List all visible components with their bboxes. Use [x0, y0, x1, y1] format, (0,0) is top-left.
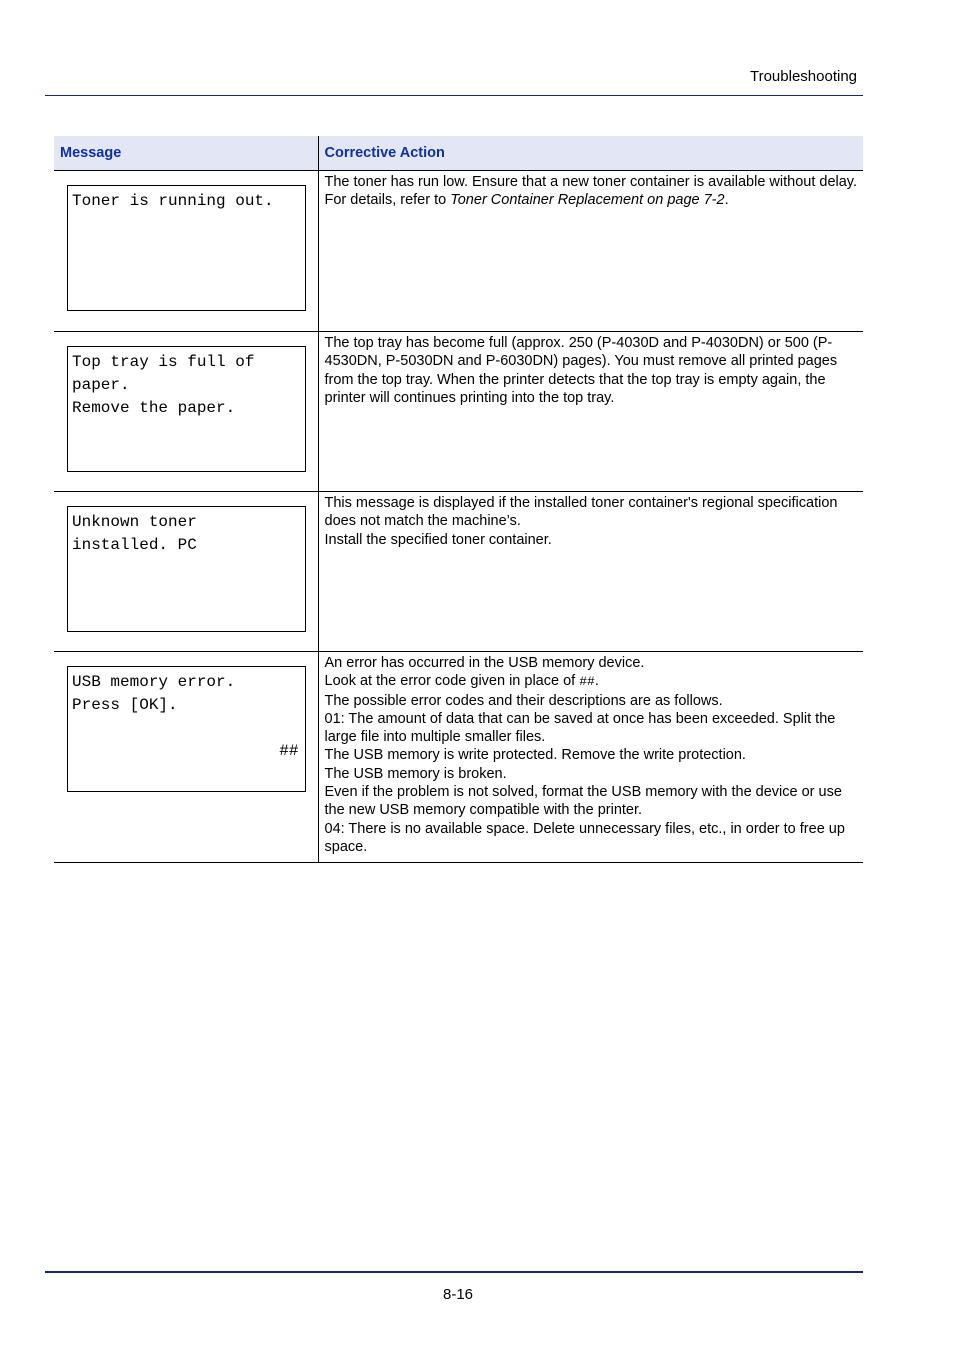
- action-text: The USB memory is broken.: [324, 765, 507, 782]
- table-row: [54, 171, 863, 332]
- action-text: 04: There is no available space. Delete unnecessary files, etc., in order to free up space.: [324, 820, 845, 855]
- lcd-message-display: [67, 506, 306, 632]
- table-row: [54, 332, 863, 492]
- action-text: An error has occurred in the USB memory device.: [324, 655, 645, 671]
- action-text: 01: The amount of data that can be saved at once has been exceeded. Split the large file into multiple smaller files.: [324, 710, 836, 746]
- table-header-row: [54, 136, 863, 171]
- table-row: [54, 492, 863, 652]
- action-text: This message is displayed if the installed toner container's regional specification does not match the machine’s.: [324, 495, 838, 530]
- action-text: The top tray has become full (approx. 250 (P-4030D and P-4030DN) or 500 (P-4530DN, P-5030DN and P-6030DN) pages). You must remove all printed pages from the top tray. When the printer detects that the top tray is empty again, the printer will continues printing into the top tray.: [324, 335, 838, 406]
- corrective-action-cell: [318, 652, 863, 863]
- action-text: Look at the error code given in place of ##.: [324, 673, 599, 690]
- footer-rule: [45, 1271, 863, 1273]
- corrective-action-cell: [318, 332, 863, 492]
- action-text: The toner has run low. Ensure that a new toner container is available without delay. For details, refer to Toner Container Replacement on page 7-2.: [324, 174, 858, 209]
- lcd-line: USB memory error.: [72, 673, 236, 691]
- message-cell: [54, 492, 318, 652]
- action-text: The USB memory is write protected. Remove the write protection.: [324, 747, 746, 764]
- action-text: Install the specified toner container.: [324, 531, 552, 548]
- lcd-message-display: [67, 666, 306, 792]
- lcd-message-display: [67, 185, 306, 311]
- column-header-corrective-action: Corrective Action: [318, 136, 863, 171]
- column-header-message: Message: [54, 136, 318, 171]
- lcd-line: paper.: [72, 376, 130, 394]
- action-text: The possible error codes and their descriptions are as follows.: [324, 692, 723, 709]
- lcd-error-code: ##: [279, 742, 299, 760]
- header-rule: [45, 95, 863, 96]
- lcd-line: installed. PC: [72, 536, 197, 554]
- action-text: Even if the problem is not solved, format the USB memory with the device or use the new USB memory compatible with the printer.: [324, 784, 842, 819]
- page-number: 8-16: [442, 1286, 474, 1303]
- message-cell: [54, 332, 318, 492]
- lcd-line: Toner is running out.: [72, 192, 274, 210]
- error-code-placeholder: ##: [579, 674, 595, 690]
- lcd-line: Unknown toner: [72, 513, 197, 531]
- lcd-line: Remove the paper.: [72, 399, 236, 417]
- section-title: Troubleshooting: [749, 68, 857, 85]
- lcd-line: Press [OK].: [72, 696, 178, 714]
- corrective-action-cell: [318, 492, 863, 652]
- message-cell: [54, 652, 318, 863]
- corrective-action-cell: [318, 171, 863, 332]
- table-row: [54, 652, 863, 863]
- lcd-line: Top tray is full of: [72, 353, 255, 371]
- lcd-message-display: [67, 346, 306, 472]
- message-table: [54, 136, 863, 863]
- page-reference: Toner Container Replacement on page 7-2: [450, 192, 725, 209]
- message-cell: [54, 171, 318, 332]
